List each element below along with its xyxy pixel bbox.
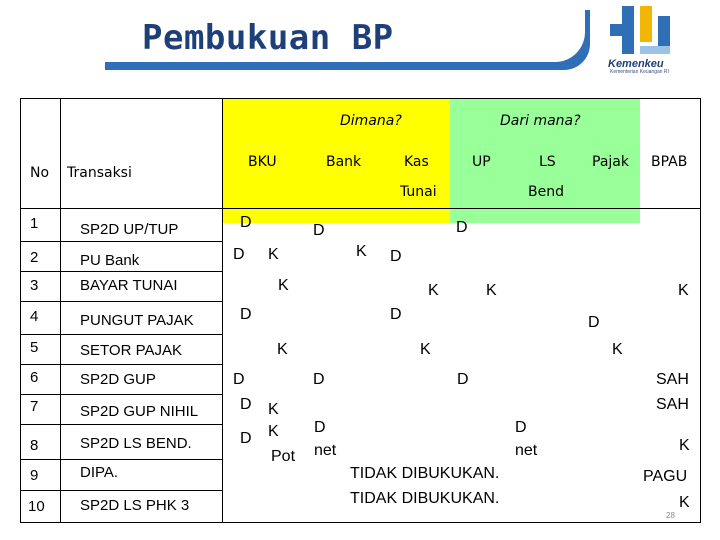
row-transaksi: PU Bank (80, 252, 140, 269)
column-header-tunai: Tunai (400, 184, 437, 200)
row-transaksi: SP2D LS PHK 3 (80, 497, 190, 514)
column-header-ls: LS (539, 154, 556, 170)
not-recorded-note: TIDAK DIBUKUKAN. (350, 490, 500, 507)
entry-mark: net (314, 442, 337, 459)
row-transaksi: SP2D GUP NIHIL (80, 403, 199, 420)
entry-mark: K (679, 437, 690, 454)
row-no: 5 (30, 339, 39, 356)
entry-mark: Pot (271, 448, 296, 465)
entry-mark: D (390, 306, 402, 323)
page-number: 28 (666, 511, 675, 520)
entry-mark: D (390, 248, 402, 265)
column-header-up: UP (472, 154, 491, 170)
not-recorded-note: TIDAK DIBUKUKAN. (350, 465, 500, 482)
where-header: Dimana? (340, 113, 402, 129)
entry-mark: K (420, 341, 431, 358)
entry-mark: D (313, 222, 325, 239)
entry-mark: D (240, 430, 252, 447)
row-transaksi: SP2D UP/TUP (80, 221, 179, 238)
logo-subtext: Kementerian Keuangan RI (610, 69, 669, 75)
row-no: 8 (30, 437, 39, 454)
logo-text: Kemenkeu (608, 58, 664, 70)
entry-mark: K (268, 246, 279, 263)
entry-mark: net (515, 442, 538, 459)
row-transaksi: SETOR PAJAK (80, 342, 182, 359)
entry-mark: K (612, 341, 623, 358)
entry-mark: K (278, 277, 289, 294)
column-header-bku: BKU (248, 154, 277, 170)
entry-mark: K (428, 282, 439, 299)
row-no: 3 (30, 277, 39, 294)
row-transaksi: SP2D LS BEND. (80, 435, 192, 452)
column-header-bend: Bend (528, 184, 564, 200)
row-no: 9 (30, 467, 39, 484)
entry-mark: D (457, 371, 469, 388)
row-no: 10 (28, 498, 45, 515)
entry-mark: D (515, 419, 527, 436)
entry-mark: K (486, 282, 497, 299)
row-transaksi: PUNGUT PAJAK (80, 312, 194, 329)
entry-mark: D (313, 371, 325, 388)
entry-mark: D (456, 219, 468, 236)
column-header-transaksi: Transaksi (67, 165, 132, 181)
page-title: Pembukuan BP (142, 18, 394, 58)
row-transaksi: BAYAR TUNAI (80, 277, 178, 294)
row-no: 1 (30, 215, 39, 232)
row-transaksi: SP2D GUP (80, 371, 156, 388)
row-transaksi: DIPA. (80, 464, 119, 481)
entry-mark: K (356, 243, 367, 260)
entry-mark: SAH (656, 371, 689, 388)
row-no: 6 (30, 369, 39, 386)
entry-mark: K (268, 423, 279, 440)
column-header-pajak: Pajak (592, 154, 629, 170)
entry-mark: D (233, 246, 245, 263)
entry-mark: PAGU (643, 468, 688, 485)
entry-mark: D (588, 314, 600, 331)
entry-mark: K (679, 494, 690, 511)
row-no: 2 (30, 249, 39, 266)
entry-mark: K (678, 282, 689, 299)
entry-mark: D (233, 371, 245, 388)
entry-mark: K (277, 341, 288, 358)
header-banner (0, 0, 720, 80)
entry-mark: SAH (656, 396, 689, 413)
entry-mark: D (240, 214, 252, 231)
from-header: Dari mana? (500, 113, 581, 129)
row-no: 7 (30, 398, 39, 415)
entry-mark: D (240, 306, 252, 323)
column-header-bpab: BPAB (651, 154, 688, 170)
row-no: 4 (30, 308, 39, 325)
column-header-no: No (30, 165, 50, 181)
entry-mark: D (314, 419, 326, 436)
entry-mark: D (240, 396, 252, 413)
entry-mark: K (268, 401, 279, 418)
column-header-bank: Bank (326, 154, 362, 170)
column-header-kas: Kas (404, 154, 429, 170)
